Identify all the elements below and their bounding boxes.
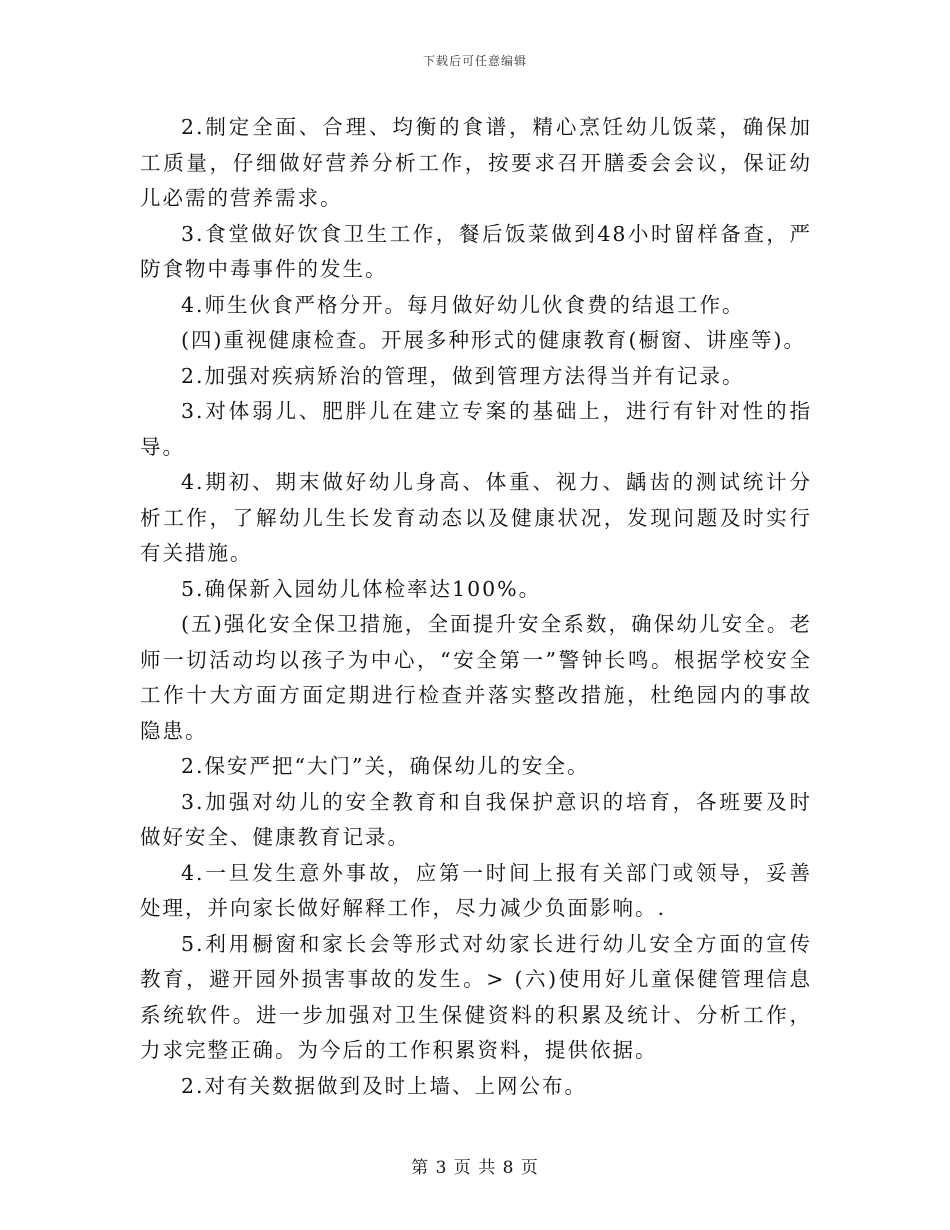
page-footer-number: 第 3 页 共 8 页 [411, 1158, 539, 1178]
paragraph: 5.利用橱窗和家长会等形式对幼家长进行幼儿安全方面的宣传教育，避开园外损害事故的发生。> (六)使用好儿童保健管理信息系统软件。进一步加强对卫生保健资料的积累及统计、分析工作，力求完整正确。为今后的工作积累资料，提供依据。 [140, 931, 812, 1062]
paragraph: 3.食堂做好饮食卫生工作，餐后饭菜做到48小时留样备查，严防食物中毒事件的发生。 [140, 221, 812, 281]
paragraph: 4.一旦发生意外事故，应第一时间上报有关部门或领导，妥善处理，并向家长做好解释工作，尽力减少负面影响。. [140, 860, 812, 920]
body-text [140, 110, 812, 1104]
paragraph: (五)强化安全保卫措施，全面提升安全系数，确保幼儿安全。老师一切活动均以孩子为中心，“安全第一”警钟长鸣。根据学校安全工作十大方面方面定期进行检查并落实整改措施，杜绝园内的事故隐患。 [140, 612, 812, 743]
paragraph: 4.期初、期末做好幼儿身高、体重、视力、龋齿的测试统计分析工作，了解幼儿生长发育动态以及健康状况，发现问题及时实行有关措施。 [140, 470, 812, 565]
paragraph: 2.制定全面、合理、均衡的食谱，精心烹饪幼儿饭菜，确保加工质量，仔细做好营养分析工作，按要求召开膳委会会议，保证幼儿必需的营养需求。 [140, 115, 812, 210]
paragraph: 5.确保新入园幼儿体检率达100%。 [181, 576, 542, 601]
paragraph: (四)重视健康检查。开展多种形式的健康教育(橱窗、讲座等)。 [181, 328, 806, 352]
paragraph: 3.加强对幼儿的安全教育和自我保护意识的培育，各班要及时做好安全、健康教育记录。 [140, 789, 812, 849]
paragraph: 2.加强对疾病矫治的管理，做到管理方法得当并有记录。 [181, 363, 745, 388]
paragraph: 3.对体弱儿、肥胖儿在建立专案的基础上，进行有针对性的指导。 [140, 399, 812, 459]
paragraph: 2.保安严把“大门”关，确保幼儿的安全。 [181, 754, 590, 778]
paragraph: 4.师生伙食严格分开。每月做好幼儿伙食费的结退工作。 [181, 292, 745, 317]
page-header-note: 下载后可任意编辑 [422, 54, 527, 68]
paragraph: 2.对有关数据做到及时上墙、上网公布。 [181, 1073, 588, 1098]
